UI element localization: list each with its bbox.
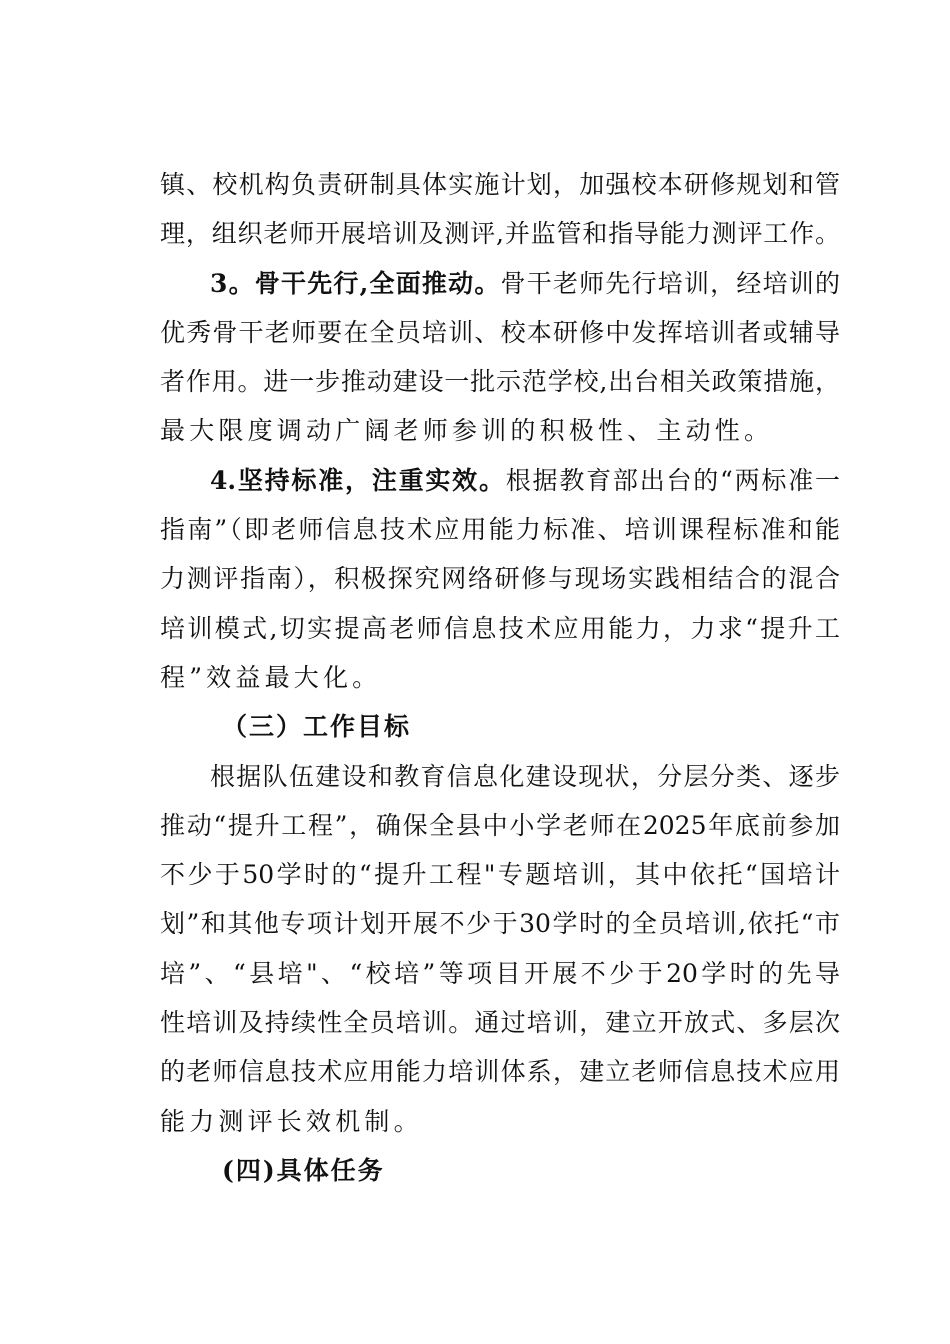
principle-4-line (160, 456, 840, 505)
paragraph-line: 能力测评长效机制。 (160, 1106, 423, 1136)
section-heading-work-goals: （三）工作目标 (222, 712, 412, 742)
paragraph-line: 划”和其他专项计划开展不少于30学时的全员培训,依托“市 (160, 909, 840, 939)
paragraph-line: 性培训及持续性全员培训。通过培训，建立开放式、多层次 (160, 1008, 840, 1038)
document-page (160, 160, 840, 1195)
paragraph-line: 力测评指南），积极探究网络研修与现场实践相结合的混合 (160, 564, 840, 594)
principle-4-text: 根据教育部出台的“两标准一 (505, 465, 840, 495)
principle-3-line (160, 259, 840, 308)
paragraph-line: 不少于50学时的“提升工程"专题培训，其中依托“国培计 (160, 860, 840, 890)
principle-3-text: 骨干老师先行培训，经培训的 (500, 268, 840, 298)
principle-4-title: 4.坚持标准，注重实效。 (210, 465, 506, 495)
principle-3-title: 3。骨干先行,全面推动。 (210, 268, 501, 298)
paragraph-line: 指南”（即老师信息技术应用能力标准、培训课程标准和能 (160, 515, 840, 545)
paragraph-line: 优秀骨干老师要在全员培训、校本研修中发挥培训者或辅导 (160, 317, 840, 347)
paragraph-line: 最大限度调动广阔老师参训的积极性、主动性。 (160, 416, 774, 446)
paragraph-line: 培训模式,切实提高老师信息技术应用能力，力求“提升工 (160, 613, 840, 643)
section-heading-specific-tasks: (四)具体任务 (222, 1155, 385, 1185)
paragraph-line: 培”、“县培"、“校培”等项目开展不少于20学时的先导 (160, 958, 840, 988)
paragraph-line: 理，组织老师开展培训及测评,并监管和指导能力测评工作。 (160, 219, 840, 249)
paragraph-line: 根据队伍建设和教育信息化建设现状，分层分类、逐步 (210, 761, 840, 791)
paragraph-line: 推动“提升工程”，确保全县中小学老师在2025年底前参加 (160, 810, 840, 840)
paragraph-line: 的老师信息技术应用能力培训体系，建立老师信息技术应用 (160, 1057, 840, 1087)
paragraph-line: 程”效益最大化。 (160, 662, 382, 692)
paragraph-line: 者作用。进一步推动建设一批示范学校,出台相关政策措施， (160, 367, 840, 397)
paragraph-line: 镇、校机构负责研制具体实施计划，加强校本研修规划和管 (160, 170, 840, 199)
